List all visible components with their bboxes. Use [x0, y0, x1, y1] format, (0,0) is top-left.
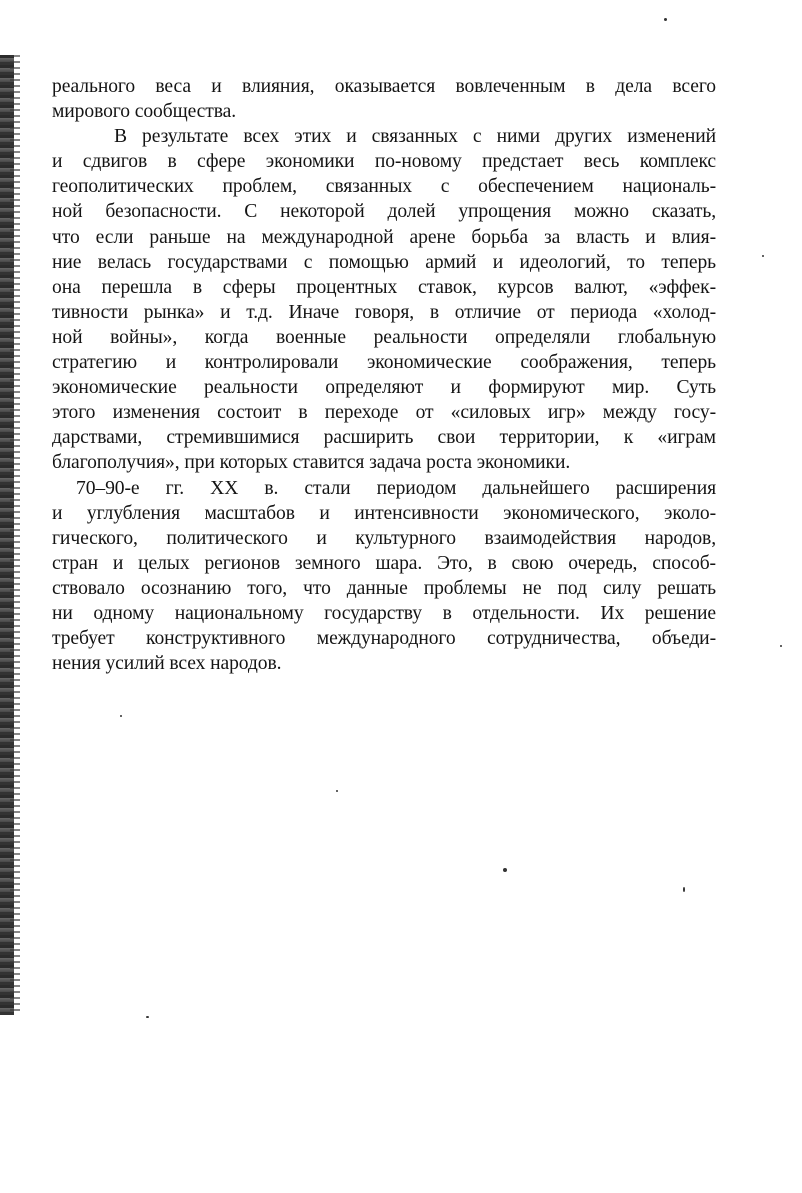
- paragraph-1: [52, 74, 716, 124]
- text-line: и углубления масштабов и интенсивности экономического, эколо-: [52, 502, 716, 524]
- text-line: геополитических проблем, связанных с обеспечением националь-: [52, 176, 716, 198]
- paragraph-2: [52, 124, 716, 475]
- text-line: ние велась государствами с помощью армий и идеологий, то теперь: [52, 251, 716, 273]
- text-line: гического, политического и культурного взаимодействия народов,: [52, 527, 716, 549]
- text-line: благополучия», при которых ставится задача роста экономики.: [52, 452, 571, 474]
- text-line: этого изменения состоит в переходе от «силовых игр» между госу-: [52, 402, 716, 424]
- scan-speck: [503, 868, 507, 872]
- scan-speck: [336, 790, 338, 792]
- text-line: ной безопасности. С некоторой долей упрощения можно сказать,: [52, 201, 716, 223]
- text-line: экономические реальности определяют и формируют мир. Суть: [52, 377, 716, 399]
- scan-speck: [762, 255, 764, 257]
- paragraph-3: [52, 476, 716, 677]
- text-line: реального веса и влияния, оказывается вовлеченным в дела всего: [52, 76, 716, 97]
- text-line: мирового сообщества.: [52, 101, 237, 123]
- binding-edge-shadow: [0, 55, 14, 1015]
- text-line: что если раньше на международной арене борьба за власть и влия-: [52, 226, 716, 248]
- text-line: дарствами, стремившимися расширить свои территории, к «играм: [52, 427, 716, 449]
- body-text: [52, 74, 716, 676]
- text-line: требует конструктивного международного сотрудничества, объеди-: [52, 628, 716, 650]
- text-line: нения усилий всех народов.: [52, 653, 282, 675]
- text-line: В результате всех этих и связанных с ними других изменений: [114, 126, 716, 148]
- scan-speck: [146, 1016, 149, 1018]
- text-line: ной войны», когда военные реальности определяли глобальную: [52, 326, 716, 348]
- text-line: стратегию и контролировали экономические соображения, теперь: [52, 352, 716, 374]
- text-line: тивности рынка» и т.д. Иначе говоря, в отличие от периода «холод-: [52, 301, 716, 323]
- text-line: 70–90-е гг. XX в. стали периодом дальнейшего расширения: [76, 477, 716, 499]
- scan-speck: [780, 645, 782, 647]
- text-line: ни одному национальному государству в отдельности. Их решение: [52, 602, 716, 624]
- scan-speck: [120, 715, 122, 717]
- text-line: стран и целых регионов земного шара. Это, в свою очередь, способ-: [52, 552, 716, 574]
- scan-speck: [664, 18, 667, 21]
- text-line: и сдвигов в сфере экономики по-новому предстает весь комплекс: [52, 151, 716, 173]
- text-line: она перешла в сферы процентных ставок, курсов валют, «эффек-: [52, 276, 716, 298]
- text-line: ствовало осознанию того, что данные проблемы не под силу решать: [52, 577, 716, 599]
- scan-speck: [683, 887, 685, 892]
